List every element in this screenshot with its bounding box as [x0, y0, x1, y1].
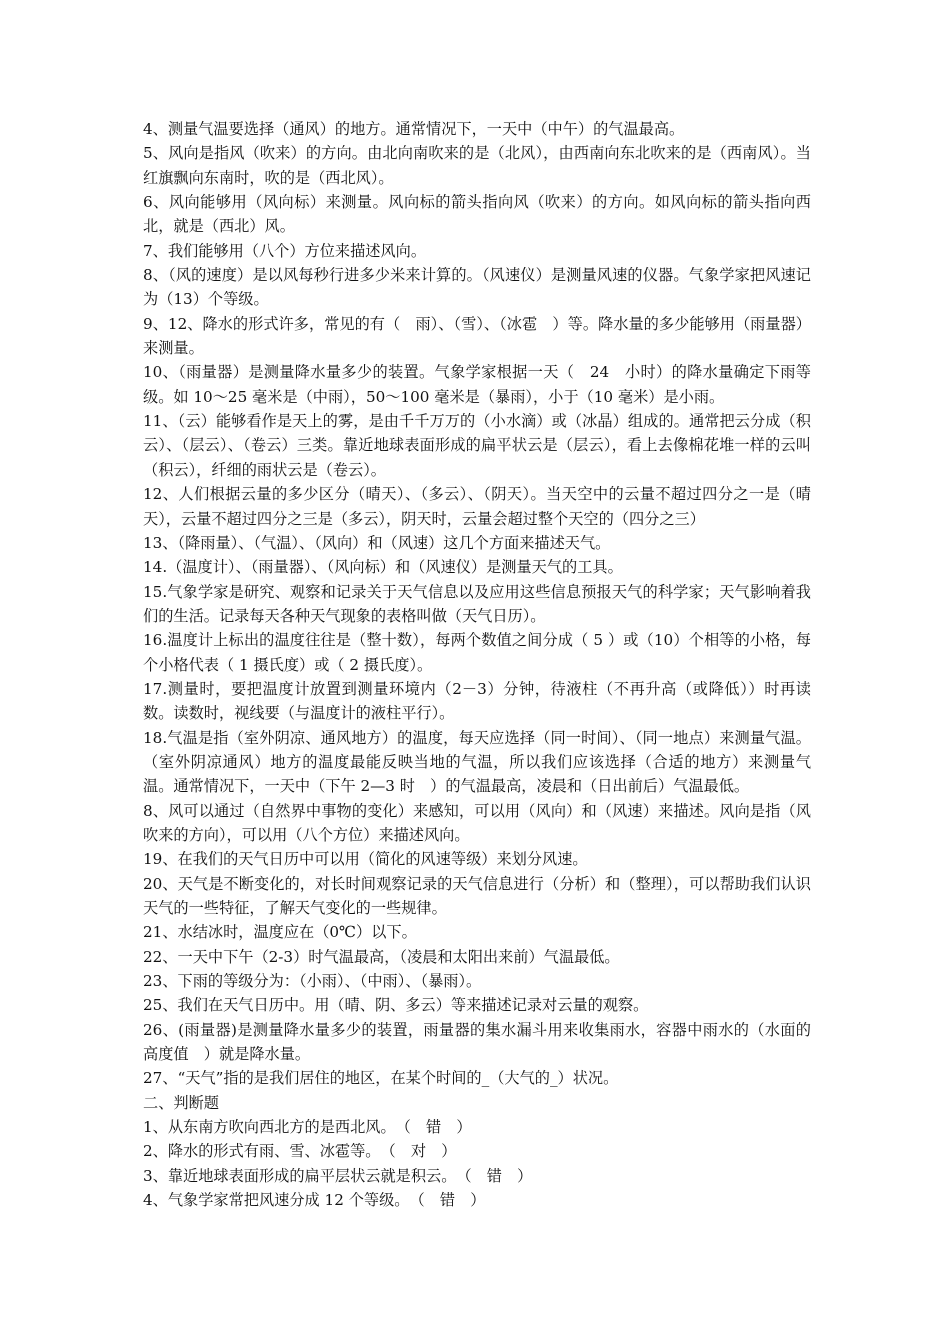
- item-13-weather-aspects: 13、（降雨量）、（气温）、（风向）和（风速）这几个方面来描述天气。: [143, 533, 611, 552]
- item-14-weather-tools: 14.（温度计）、（雨量器）、（风向标）和（风速仪）是测量天气的工具。: [143, 558, 623, 577]
- judgment-item-4: 4、气象学家常把风速分成 12 个等级。 （ 错 ）: [143, 1191, 486, 1210]
- item-15-meteorologist: 15.气象学家是研究、观察和记录关于天气信息以及应用这些信息预报天气的科学家；天气影响着我们的生活。记录每天各种天气现象的表格叫做（天气日历）。: [143, 582, 811, 625]
- item-10-rain-gauge: 10、（雨量器）是测量降水量多少的装置。气象学家根据一天（ 24 小时）的降水量确定下雨等级。如 10～25 毫米是（中雨），50～100 毫米是（暴雨），小于（10 毫米）是小雨。: [143, 363, 811, 406]
- item-8b-sensing-wind: 8、风可以通过（自然界中事物的变化）来感知，可以用（风向）和（风速）来描述。风向是指（风吹来的方向），可以用（八个方位）来描述风向。: [143, 801, 811, 844]
- judgment-item-1: 1、从东南方吹向西北方的是西北风。 （ 错 ）: [143, 1118, 472, 1137]
- judgment-item-3: 3、靠近地球表面形成的扁平层状云就是积云。 （ 错 ）: [143, 1166, 533, 1185]
- item-8-wind-speed: 8、（风的速度）是以风每秒行进多少米来计算的。（风速仪）是测量风速的仪器。气象学家把风速记为（13）个等级。: [143, 266, 811, 309]
- item-11-clouds: 11、（云）能够看作是天上的雾，是由千千万万的（小水滴）或（冰晶）组成的。通常把云分成（积云）、（层云）、（卷云）三类。靠近地球表面形成的扁平状云是（层云），看上去像棉花堆一样的云叫（积云），纤细的雨状云是（卷云）。: [143, 412, 811, 479]
- item-9-precipitation-forms: 9、12、降水的形式许多，常见的有（ 雨）、（雪）、（冰雹 ）等。降水量的多少能够用（雨量器）来测量。: [143, 314, 811, 358]
- item-23-rain-levels: 23、下雨的等级分为：（小雨）、（中雨）、（暴雨）。: [143, 972, 482, 991]
- section-heading-true-false: 二、判断题: [143, 1093, 219, 1112]
- item-7-eight-directions: 7、我们能够用（八个）方位来描述风向。: [143, 241, 427, 260]
- item-25-cloud-records: 25、我们在天气日历中。用（晴、阴、多云）等来描述记录对云量的观察。: [143, 996, 649, 1015]
- item-6-wind-vane: 6、风向能够用（风向标）来测量。风向标的箭头指向风（吹来）的方向。如风向标的箭头指向西北，就是（西北）风。: [143, 193, 811, 236]
- judgment-item-2: 2、降水的形式有雨、雪、冰雹等。 （ 对 ）: [143, 1142, 457, 1161]
- item-17-reading-thermometer: 17.测量时，要把温度计放置到测量环境内（2－3）分钟，待液柱（不再升高（或降低））时再读数。读数时，视线要（与温度计的液柱平行）。: [143, 679, 811, 723]
- item-22-daily-temperature: 22、一天中下午（2-3）时气温最高，（凌晨和太阳出来前）气温最低。: [143, 947, 620, 966]
- item-18-air-temperature-definition: 18.气温是指（室外阴凉、通风地方）的温度，每天应选择（同一时间）、（同一地点）来测量气温。（室外阴凉通风）地方的温度最能反映当地的气温，所以我们应该选择（合适的地方）来测量气温。通常情况下，一天中（下午 2—3 时 ）的气温最高，凌晨和（日出前后）气温最低。: [143, 728, 811, 796]
- item-5-wind-direction: 5、风向是指风（吹来）的方向。由北向南吹来的是（北风），由西南向东北吹来的是（西南风）。当红旗飘向东南时，吹的是（西北风）。: [143, 144, 811, 187]
- item-16-thermometer-scale: 16.温度计上标出的温度往往是（整十数），每两个数值之间分成（ 5 ）或（10）个相等的小格，每个小格代表（ 1 摄氏度）或（ 2 摄氏度）。: [143, 631, 811, 674]
- document-body: [143, 117, 811, 1212]
- item-26-rain-gauge-structure: 26、(雨量器)是测量降水量多少的装置，雨量器的集水漏斗用来收集雨水，容器中雨水的（水面的高度值 ）就是降水量。: [143, 1020, 811, 1064]
- item-19-wind-scale: 19、在我们的天气日历中可以用（简化的风速等级）来划分风速。: [143, 850, 588, 869]
- item-4-air-temperature: 4、测量气温要选择（通风）的地方。通常情况下，一天中（中午）的气温最高。: [143, 120, 685, 138]
- item-20-weather-changes: 20、天气是不断变化的，对长时间观察记录的天气信息进行（分析）和（整理），可以帮助我们认识天气的一些特征，了解天气变化的一些规律。: [143, 874, 811, 917]
- item-27-weather-definition: 27、“天气”指的是我们居住的地区，在某个时间的_（大气的_）状况。: [143, 1069, 619, 1088]
- item-12-cloud-cover: 12、人们根据云量的多少区分（晴天）、（多云）、（阴天）。当天空中的云量不超过四分之一是（晴天），云量不超过四分之三是（多云），阴天时，云量会超过整个天空的（四分之三）: [143, 485, 811, 528]
- item-21-freezing: 21、水结冰时，温度应在（0℃）以下。: [143, 923, 417, 942]
